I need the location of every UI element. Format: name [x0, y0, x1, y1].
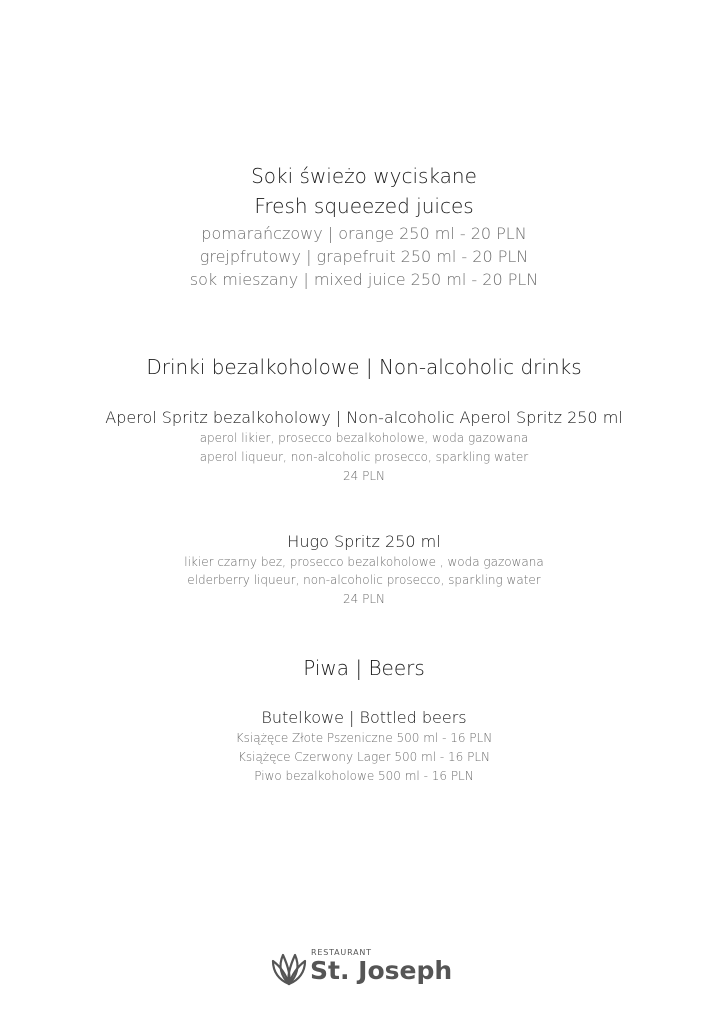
aperol-desc-pl: aperol likier, prosecco bezalkoholowe, woda gazowana — [199, 431, 529, 445]
hugo-name: Hugo Spritz 250 ml — [287, 532, 441, 551]
juices-title-en: Fresh squeezed juices — [254, 194, 474, 218]
leaf-icon — [270, 950, 308, 986]
drinks-title: Drinki bezalkoholowe | Non-alcoholic drinks — [146, 355, 582, 379]
beers-subtitle: Butelkowe | Bottled beers — [261, 708, 467, 727]
beers-title: Piwa | Beers — [303, 656, 425, 680]
logo-restaurant-label: RESTAURANT — [311, 948, 372, 957]
hugo-desc-pl: likier czarny bez, prosecco bezalkoholowe , woda gazowana — [184, 555, 544, 569]
hugo-price: 24 PLN — [343, 592, 385, 606]
aperol-desc-en: aperol liqueur, non-alcoholic prosecco, sparkling water — [199, 450, 529, 464]
juice-item-mixed: sok mieszany | mixed juice 250 ml - 20 PLN — [189, 270, 539, 289]
beer-item-nonalcoholic: Piwo bezalkoholowe 500 ml - 16 PLN — [254, 769, 474, 783]
juice-item-orange: pomarańczowy | orange 250 ml - 20 PLN — [201, 224, 527, 243]
logo-name: St. Joseph — [310, 956, 453, 985]
hugo-desc-en: elderberry liqueur, non-alcoholic prosecco, sparkling water — [187, 573, 541, 587]
restaurant-logo — [270, 946, 470, 990]
juice-item-grapefruit: grejpfrutowy | grapefruit 250 ml - 20 PLN — [199, 247, 529, 266]
beer-item-lager: Książęce Czerwony Lager 500 ml - 16 PLN — [237, 750, 490, 764]
beer-item-zlote: Książęce Złote Pszeniczne 500 ml - 16 PLN — [235, 731, 493, 745]
juices-title-pl: Soki świeżo wyciskane — [251, 164, 477, 188]
aperol-name: Aperol Spritz bezalkoholowy | Non-alcoholic Aperol Spritz 250 ml — [105, 408, 623, 427]
aperol-price: 24 PLN — [343, 469, 385, 483]
